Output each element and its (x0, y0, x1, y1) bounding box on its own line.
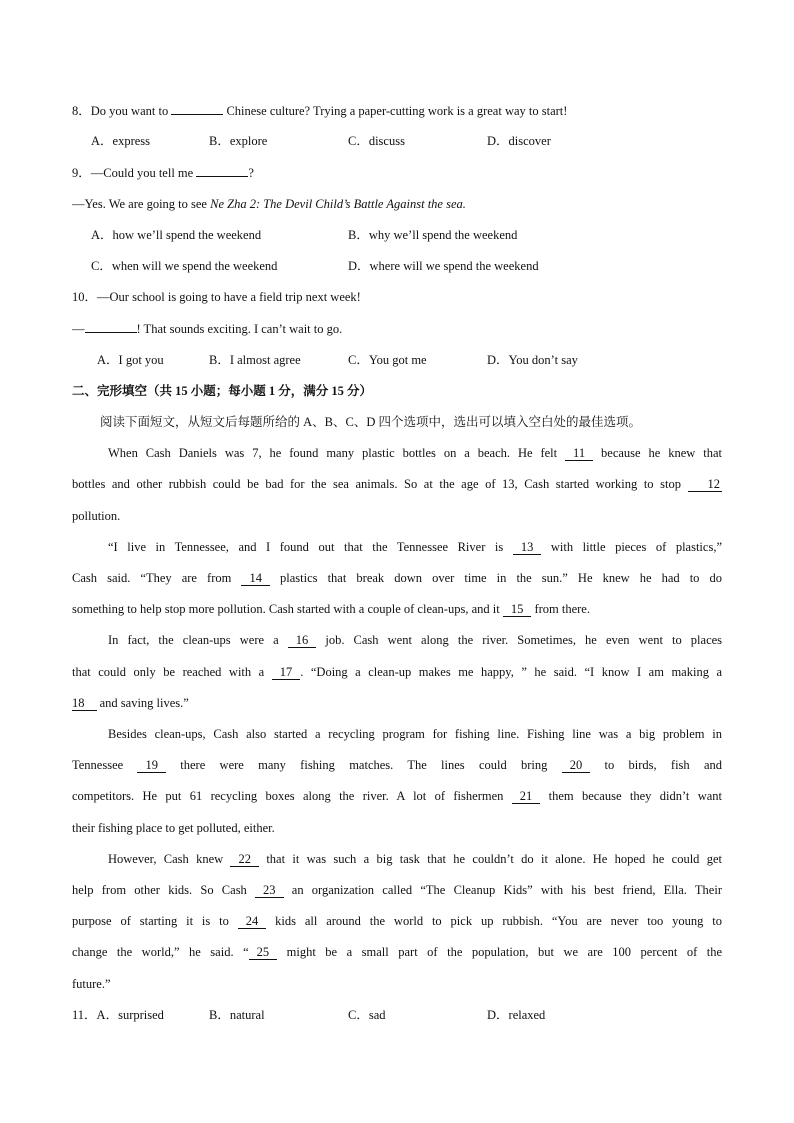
question-8 (72, 102, 722, 119)
dash: — (72, 322, 85, 336)
option-d[interactable]: D．where will we spend the weekend (348, 259, 539, 273)
option-c[interactable]: C．You got me (348, 353, 427, 367)
answer-blank[interactable] (85, 320, 137, 333)
passage-text: purpose of starting it is to (72, 914, 229, 928)
passage-text: might be a small part of the population, but we are 100 percent of the (286, 945, 723, 959)
passage-text: from there. (534, 602, 590, 616)
section-instruction: 阅读下面短文，从短文后每题所给的 A、B、C、D 四个选项中，选出可以填入空白处的最佳选项。 (100, 415, 641, 429)
passage-line: future.” (72, 977, 111, 991)
passage-line: their fishing place to get polluted, either. (72, 821, 275, 835)
passage-text: “I live in Tennessee, and I found out that the Tennessee River is (108, 540, 504, 554)
passage-text: Cash said. “They are from (72, 571, 232, 585)
question-number: 10． (72, 290, 98, 304)
passage-line (72, 944, 722, 960)
question-10 (72, 289, 722, 305)
blank-16[interactable]: 16 (288, 633, 317, 648)
passage-line (72, 757, 722, 773)
question-text: —Our school is going to have a field trip next week! (97, 290, 361, 304)
blank-17[interactable]: 17 (272, 665, 301, 680)
passage-text: In fact, the clean-ups were a (108, 633, 279, 647)
passage-text: change the world,” he said. “ (72, 945, 249, 959)
blank-23[interactable]: 23 (255, 883, 284, 898)
passage-text: job. Cash went along the river. Sometimes, he even went to places (325, 633, 723, 647)
question-text: Chinese culture? Trying a paper-cutting work is a great way to start! (226, 104, 568, 118)
answer-text: ! That sounds exciting. I can’t wait to go. (136, 322, 343, 336)
answer-blank[interactable] (196, 164, 248, 177)
passage-text: and saving lives.” (99, 696, 189, 710)
question-mark: ? (248, 166, 254, 180)
passage-line (72, 664, 722, 680)
question-number: 11． (72, 1008, 97, 1022)
passage-text: that it was such a big task that he couldn’t do it alone. He hoped he could get (266, 852, 723, 866)
option-b[interactable]: B．explore (209, 134, 268, 148)
passage-line (72, 570, 722, 586)
question-text: —Could you tell me (90, 166, 194, 180)
option-b[interactable]: B．why we’ll spend the weekend (348, 228, 518, 242)
answer-blank[interactable] (171, 102, 223, 115)
passage-text: When Cash Daniels was 7, he found many plastic bottles on a beach. He felt (108, 446, 558, 460)
movie-title: Ne Zha 2: The Devil Child’s Battle Against the sea. (210, 197, 466, 211)
question-10-answer (72, 320, 722, 337)
passage-line (72, 788, 722, 804)
blank-24[interactable]: 24 (238, 914, 267, 929)
question-9 (72, 164, 722, 181)
passage-text: with little pieces of plastics,” (550, 540, 722, 554)
blank-13[interactable]: 13 (513, 540, 542, 555)
blank-20[interactable]: 20 (562, 758, 591, 773)
section-heading: 二、完形填空（共 15 小题；每小题 1 分，满分 15 分） (72, 384, 373, 398)
blank-19[interactable]: 19 (137, 758, 166, 773)
passage-text: However, Cash knew (108, 852, 224, 866)
passage-line (108, 445, 722, 461)
option-a[interactable]: A．surprised (96, 1008, 164, 1022)
option-a[interactable]: A．I got you (97, 353, 164, 367)
option-d[interactable]: D．relaxed (487, 1008, 546, 1022)
question-11 (72, 1007, 164, 1023)
question-9-answer (72, 196, 722, 212)
passage-text: help from other kids. So Cash (72, 883, 247, 897)
passage-text: plastics that break down over time in the sun.” He knew he had to do (280, 571, 723, 585)
passage-line (72, 913, 722, 929)
option-d[interactable]: D．You don’t say (487, 353, 578, 367)
passage-text: . “Doing a clean-up makes me happy, ” he said. “I know I am making a (300, 665, 722, 679)
passage-text: Tennessee (72, 758, 124, 772)
blank-21[interactable]: 21 (512, 789, 541, 804)
answer-text: —Yes. We are going to see (72, 197, 207, 211)
blank-14[interactable]: 14 (241, 571, 270, 586)
passage-line (72, 695, 722, 711)
blank-22[interactable]: 22 (230, 852, 259, 867)
passage-text: kids all around the world to pick up rubbish. “You are never too young to (275, 914, 722, 928)
passage-line (72, 601, 722, 617)
passage-text: there were many fishing matches. The lines could bring (180, 758, 548, 772)
option-b[interactable]: B．natural (209, 1008, 265, 1022)
passage-text: to birds, fish and (604, 758, 723, 772)
option-b[interactable]: B．I almost agree (209, 353, 301, 367)
passage-line: Besides clean-ups, Cash also started a recycling program for fishing line. Fishing line was a big problem in (108, 727, 722, 741)
option-c[interactable]: C．discuss (348, 134, 405, 148)
option-a[interactable]: A．express (91, 134, 151, 148)
blank-25[interactable]: 25 (249, 945, 278, 960)
passage-text: that could only be reached with a (72, 665, 265, 679)
passage-line (72, 882, 722, 898)
passage-text: competitors. He put 61 recycling boxes along the river. A lot of fishermen (72, 789, 504, 803)
passage-line (108, 539, 722, 555)
option-a[interactable]: A．how we’ll spend the weekend (91, 228, 262, 242)
question-number: 9． (72, 166, 91, 180)
blank-18[interactable]: 18 (72, 696, 97, 711)
option-c[interactable]: C．when will we spend the weekend (91, 259, 278, 273)
passage-line: pollution. (72, 509, 121, 523)
passage-line (72, 476, 722, 492)
blank-15[interactable]: 15 (503, 602, 532, 617)
option-d[interactable]: D．discover (487, 134, 551, 148)
blank-12[interactable]: 12 (688, 477, 723, 492)
question-number: 8． (72, 104, 91, 118)
passage-text: something to help stop more pollution. Cash started with a couple of clean-ups, and it (72, 602, 500, 616)
passage-text: bottles and other rubbish could be bad for the sea animals. So at the age of 13, Cash started working to stop (72, 477, 681, 491)
question-text: Do you want to (90, 104, 169, 118)
passage-line (108, 851, 722, 867)
option-c[interactable]: C．sad (348, 1008, 386, 1022)
blank-11[interactable]: 11 (565, 446, 593, 461)
passage-line (108, 632, 722, 648)
passage-text: them because they didn’t want (548, 789, 722, 803)
passage-text: an organization called “The Cleanup Kids” with his best friend, Ella. Their (291, 883, 722, 897)
passage-text: because he knew that (601, 446, 722, 460)
